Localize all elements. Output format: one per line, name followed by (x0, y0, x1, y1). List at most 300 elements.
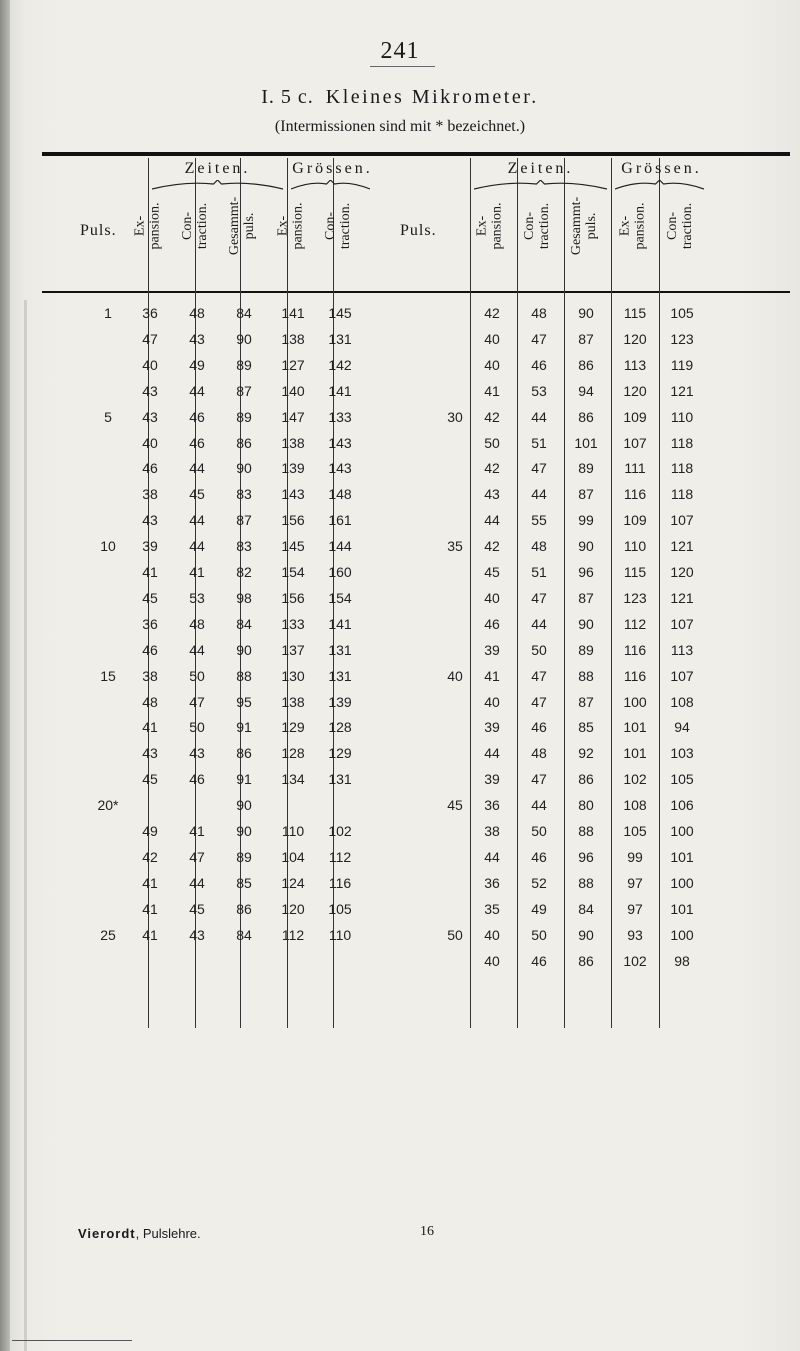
column-header-label: Ex- pansion. (133, 202, 163, 250)
pulse-number: 15 (100, 667, 116, 684)
table-cell: 107 (670, 615, 694, 632)
page-number: 241 (380, 38, 420, 64)
table-cell: 49 (531, 900, 547, 917)
table-cell: 101 (670, 900, 694, 917)
table-cell: 38 (142, 486, 158, 503)
table-cell: 118 (670, 434, 694, 451)
table-cell: 36 (484, 874, 500, 891)
pulse-number: 40 (447, 667, 463, 684)
footer-book: , Pulslehre. (135, 1226, 201, 1241)
table-cell: 89 (236, 408, 252, 425)
table-cell: 110 (623, 538, 647, 555)
table-cell: 40 (484, 589, 500, 606)
table-cell: 48 (142, 693, 158, 710)
zeiten-header: Zeiten. (184, 160, 251, 177)
table-cell: 118 (670, 486, 694, 503)
table-cell: 42 (142, 848, 158, 865)
column-header-label: Con- traction. (665, 202, 696, 250)
zeiten-header: Zeiten. (507, 160, 574, 177)
table-cell: 87 (578, 486, 594, 503)
table-cell: 88 (578, 667, 594, 684)
table-cell: 44 (189, 874, 205, 891)
table-cell: 141 (328, 382, 352, 399)
table-cell: 156 (281, 512, 305, 529)
table-cell: 138 (281, 330, 305, 347)
table-cell: 89 (578, 460, 594, 477)
table-cell: 42 (484, 305, 500, 321)
table-cell: 44 (484, 848, 500, 865)
table-cell: 41 (142, 874, 158, 891)
table-cell: 133 (281, 615, 305, 632)
table-cell: 84 (236, 926, 252, 943)
table-cell: 121 (670, 589, 694, 606)
table-cell: 85 (578, 719, 594, 736)
table-cell: 88 (578, 874, 594, 891)
table-cell: 100 (670, 823, 694, 839)
table-cell: 41 (484, 667, 500, 684)
groessen-header: Grössen. (292, 160, 373, 177)
table-cell: 43 (142, 745, 158, 762)
table-cell: 161 (328, 512, 352, 529)
table-cell: 139 (281, 460, 305, 477)
page-binding-line (24, 300, 27, 1351)
table-cell: 99 (578, 512, 594, 529)
table-cell: 35 (484, 900, 500, 917)
table-cell: 40 (484, 693, 500, 710)
table-cell: 39 (484, 641, 500, 658)
table-cell: 134 (281, 771, 305, 788)
table-cell: 154 (281, 564, 305, 580)
table-cell: 107 (623, 434, 647, 451)
table-cell: 110 (281, 823, 305, 839)
column-header-label: Ex- pansion. (618, 202, 648, 250)
table-cell: 113 (670, 641, 694, 658)
table-cell: 82 (236, 564, 252, 580)
column-header (562, 166, 606, 286)
table-cell: 86 (578, 408, 594, 425)
table-cell: 121 (670, 538, 694, 555)
table-cell: 42 (484, 460, 500, 477)
table-cell: 43 (189, 330, 205, 347)
table-cell: 44 (189, 538, 205, 555)
table-cell: 44 (189, 641, 205, 658)
bottom-edge-line (12, 1340, 132, 1341)
table-cell: 50 (484, 434, 500, 451)
table-cell: 41 (142, 564, 158, 580)
table-cell: 41 (484, 382, 500, 399)
table-cell: 98 (674, 952, 690, 969)
table-cell: 48 (531, 305, 547, 321)
header-underline (370, 66, 435, 67)
table-cell: 90 (236, 797, 252, 814)
pulse-number: 5 (104, 408, 112, 425)
table-cell: 148 (328, 486, 352, 503)
column-header (316, 166, 360, 286)
table-cell: 55 (531, 512, 547, 529)
table-header-rule (42, 291, 790, 293)
table-cell: 44 (189, 512, 205, 529)
table-cell: 44 (531, 797, 547, 814)
table-cell: 139 (328, 693, 352, 710)
table-cell: 53 (531, 382, 547, 399)
table-cell: 39 (484, 771, 500, 788)
table-cell: 44 (531, 486, 547, 503)
table-cell: 86 (236, 900, 252, 917)
table-cell: 41 (189, 564, 205, 580)
column-header-label: Ex- pansion. (475, 202, 505, 250)
table-cell: 128 (281, 745, 305, 762)
table-cell: 40 (484, 330, 500, 347)
footer-author: Vierordt (78, 1226, 136, 1241)
table-cell: 99 (627, 848, 643, 865)
page-edge-shadow (0, 0, 10, 1351)
table-cell: 131 (328, 771, 352, 788)
table-cell: 47 (142, 330, 158, 347)
table-cell: 90 (578, 926, 594, 943)
pulse-number: 50 (447, 926, 463, 943)
table-cell: 143 (328, 460, 352, 477)
table-cell: 133 (328, 408, 352, 425)
table-cell: 93 (627, 926, 643, 943)
table-cell: 113 (623, 356, 647, 373)
table-cell: 89 (236, 848, 252, 865)
table-cell: 131 (328, 330, 352, 347)
table-cell: 87 (236, 382, 252, 399)
table-cell: 46 (189, 771, 205, 788)
table-cell: 90 (578, 305, 594, 321)
table-cell: 36 (142, 615, 158, 632)
table-cell: 101 (574, 434, 598, 451)
table-cell: 40 (484, 926, 500, 943)
table-cell: 46 (531, 848, 547, 865)
pulse-number: 20* (97, 797, 119, 814)
table-cell: 41 (142, 926, 158, 943)
table-cell: 43 (484, 486, 500, 503)
table-cell: 104 (281, 848, 305, 865)
table-cell: 45 (189, 486, 205, 503)
table-cell: 105 (623, 823, 647, 839)
table-cell: 89 (236, 356, 252, 373)
table-cell: 123 (623, 589, 647, 606)
table-cell: 87 (578, 693, 594, 710)
title-text: Kleines Mikrometer. (325, 86, 539, 108)
table-cell: 84 (236, 305, 252, 321)
table-cell: 47 (531, 460, 547, 477)
table-cell: 86 (236, 434, 252, 451)
table-cell: 160 (328, 564, 352, 580)
table-cell: 90 (578, 538, 594, 555)
table-cell: 88 (578, 823, 594, 839)
table-cell: 106 (670, 797, 694, 814)
table-cell: 47 (189, 693, 205, 710)
column-header-label: Ex- pansion. (276, 202, 306, 250)
table-cell: 154 (328, 589, 352, 606)
table-cell: 36 (142, 305, 158, 321)
table-cell: 86 (578, 771, 594, 788)
table-cell: 140 (281, 382, 305, 399)
table-cell: 110 (670, 408, 694, 425)
table-cell: 130 (281, 667, 305, 684)
table-cell: 137 (281, 641, 305, 658)
table-cell: 102 (623, 952, 647, 969)
table-cell: 84 (236, 615, 252, 632)
table-cell: 50 (189, 719, 205, 736)
table-cell: 108 (670, 693, 694, 710)
table-cell: 48 (531, 745, 547, 762)
table-cell: 145 (328, 305, 352, 321)
table-cell: 84 (578, 900, 594, 917)
column-rule (611, 158, 612, 1028)
table-cell: 128 (328, 719, 352, 736)
table-cell: 112 (623, 615, 647, 632)
table-cell: 105 (670, 771, 694, 788)
table-cell: 144 (328, 538, 352, 555)
table-cell: 46 (531, 719, 547, 736)
table-cell: 44 (531, 615, 547, 632)
table-cell: 45 (142, 589, 158, 606)
table-cell: 48 (189, 615, 205, 632)
table-cell: 129 (328, 745, 352, 762)
column-header-label: Con- traction. (180, 202, 211, 250)
table-cell: 101 (623, 745, 647, 762)
table-cell: 50 (189, 667, 205, 684)
table-cell: 49 (189, 356, 205, 373)
table-cell: 43 (189, 926, 205, 943)
table-cell: 43 (142, 512, 158, 529)
table-cell: 46 (142, 641, 158, 658)
table-cell: 116 (623, 486, 647, 503)
table-cell: 102 (623, 771, 647, 788)
table-cell: 83 (236, 486, 252, 503)
table-cell: 88 (236, 667, 252, 684)
table-cell: 46 (189, 408, 205, 425)
table-cell: 90 (236, 330, 252, 347)
pulse-number: 30 (447, 408, 463, 425)
table-cell: 45 (484, 564, 500, 580)
table-cell: 115 (623, 305, 647, 321)
table-cell: 46 (531, 356, 547, 373)
table-cell: 120 (670, 564, 694, 580)
table-cell: 51 (531, 564, 547, 580)
column-header-label: Con- traction. (522, 202, 553, 250)
table-cell: 44 (189, 460, 205, 477)
table-cell: 120 (623, 330, 647, 347)
table-cell: 109 (623, 408, 647, 425)
pulse-number: 25 (100, 926, 116, 943)
table-cell: 108 (623, 797, 647, 814)
table-cell: 94 (674, 719, 690, 736)
table-cell: 120 (281, 900, 305, 917)
pulse-number: 10 (100, 538, 116, 555)
table-cell: 90 (236, 460, 252, 477)
table-cell: 127 (281, 356, 305, 373)
column-header (611, 166, 655, 286)
table-cell: 89 (578, 641, 594, 658)
table-cell: 131 (328, 641, 352, 658)
column-header (269, 166, 313, 286)
table-cell: 43 (189, 745, 205, 762)
table-cell: 138 (281, 693, 305, 710)
table-cell: 156 (281, 589, 305, 606)
table-cell: 101 (623, 719, 647, 736)
table-cell: 41 (142, 719, 158, 736)
footer-signature: 16 (420, 1224, 434, 1239)
table-cell: 95 (236, 693, 252, 710)
table-cell: 83 (236, 538, 252, 555)
table-cell: 87 (236, 512, 252, 529)
table-cell: 48 (531, 538, 547, 555)
table-cell: 39 (484, 719, 500, 736)
title-prefix: I. 5 c. (261, 86, 314, 108)
table-cell: 147 (281, 408, 305, 425)
table-cell: 121 (670, 382, 694, 399)
table-cell: 129 (281, 719, 305, 736)
table-cell: 110 (328, 926, 352, 943)
table-cell: 47 (531, 589, 547, 606)
table-cell: 90 (236, 641, 252, 658)
pulse-number: 45 (447, 797, 463, 814)
table-cell: 98 (236, 589, 252, 606)
table-cell: 143 (281, 486, 305, 503)
table-cell: 42 (484, 538, 500, 555)
table-subtitle: (Intermissionen sind mit * bezeichnet.) (274, 118, 526, 135)
table-cell: 40 (142, 356, 158, 373)
table-cell: 90 (236, 823, 252, 839)
pulse-number: 35 (447, 538, 463, 555)
table-cell: 101 (670, 848, 694, 865)
table-cell: 44 (484, 745, 500, 762)
table-top-rule (42, 152, 790, 156)
table-cell: 100 (670, 874, 694, 891)
table-cell: 103 (670, 745, 694, 762)
table-cell: 53 (189, 589, 205, 606)
table-cell: 44 (189, 382, 205, 399)
table-cell: 124 (281, 874, 305, 891)
table-cell: 143 (328, 434, 352, 451)
table-cell: 107 (670, 667, 694, 684)
table-cell: 87 (578, 330, 594, 347)
table-cell: 118 (670, 460, 694, 477)
table-cell: 50 (531, 926, 547, 943)
table-cell: 40 (484, 952, 500, 969)
table-cell: 38 (142, 667, 158, 684)
column-header (126, 166, 170, 286)
puls-header: Puls. (80, 222, 117, 239)
table-cell: 45 (142, 771, 158, 788)
table-cell: 96 (578, 848, 594, 865)
table-cell: 142 (328, 356, 352, 373)
table-cell: 112 (281, 926, 305, 943)
table-cell: 41 (142, 900, 158, 917)
table-cell: 141 (281, 305, 305, 321)
table-cell: 102 (328, 823, 352, 839)
table-cell: 36 (484, 797, 500, 814)
table-cell: 44 (484, 512, 500, 529)
table-cell: 47 (531, 667, 547, 684)
table-cell: 97 (627, 900, 643, 917)
groessen-header: Grössen. (621, 160, 702, 177)
table-cell: 40 (142, 434, 158, 451)
column-header-label: Gesammt- puls. (569, 196, 600, 256)
table-cell: 97 (627, 874, 643, 891)
column-header (658, 166, 702, 286)
table-cell: 46 (189, 434, 205, 451)
column-header-label: Gesammt- puls. (227, 196, 258, 256)
table-cell: 119 (670, 356, 694, 373)
footer-citation (78, 1226, 201, 1241)
table-cell: 138 (281, 434, 305, 451)
table-cell: 47 (189, 848, 205, 865)
table-cell: 51 (531, 434, 547, 451)
table-cell: 46 (531, 952, 547, 969)
table-cell: 80 (578, 797, 594, 814)
table-cell: 42 (484, 408, 500, 425)
table-cell: 131 (328, 667, 352, 684)
table-cell: 85 (236, 874, 252, 891)
table-cell: 111 (624, 460, 646, 477)
table-cell: 141 (328, 615, 352, 632)
column-header-label: Con- traction. (323, 202, 354, 250)
table-cell: 96 (578, 564, 594, 580)
table-cell: 90 (578, 615, 594, 632)
table-cell: 39 (142, 538, 158, 555)
table-cell: 100 (670, 926, 694, 943)
table-cell: 105 (328, 900, 352, 917)
table-cell: 86 (578, 952, 594, 969)
table-cell: 46 (142, 460, 158, 477)
table-cell: 40 (484, 356, 500, 373)
table-cell: 47 (531, 693, 547, 710)
table-cell: 43 (142, 382, 158, 399)
table-cell: 46 (484, 615, 500, 632)
table-title (0, 86, 800, 109)
column-header (173, 166, 217, 286)
table-cell: 45 (189, 900, 205, 917)
table-cell: 50 (531, 823, 547, 839)
table-cell: 115 (623, 564, 647, 580)
pulse-number: 1 (104, 305, 112, 321)
table-cell: 107 (670, 512, 694, 529)
table-cell: 94 (578, 382, 594, 399)
table-cell: 44 (531, 408, 547, 425)
table-cell: 43 (142, 408, 158, 425)
table-cell: 116 (623, 641, 647, 658)
puls-header: Puls. (400, 222, 437, 239)
table-cell: 49 (142, 823, 158, 839)
table-cell: 47 (531, 330, 547, 347)
table-cell: 109 (623, 512, 647, 529)
table-cell: 123 (670, 330, 694, 347)
column-header (468, 166, 512, 286)
table-cell: 38 (484, 823, 500, 839)
table-cell: 116 (328, 874, 352, 891)
table-cell: 41 (189, 823, 205, 839)
table-cell: 87 (578, 589, 594, 606)
table-cell: 47 (531, 771, 547, 788)
column-header (220, 166, 264, 286)
table-cell: 50 (531, 641, 547, 658)
table-cell: 105 (670, 305, 694, 321)
table-cell: 92 (578, 745, 594, 762)
table-cell: 91 (236, 719, 252, 736)
table-cell: 86 (578, 356, 594, 373)
table-cell: 91 (236, 771, 252, 788)
table-cell: 100 (623, 693, 647, 710)
table-cell: 145 (281, 538, 305, 555)
table-cell: 112 (328, 848, 352, 865)
table-cell: 52 (531, 874, 547, 891)
table-cell: 116 (623, 667, 647, 684)
